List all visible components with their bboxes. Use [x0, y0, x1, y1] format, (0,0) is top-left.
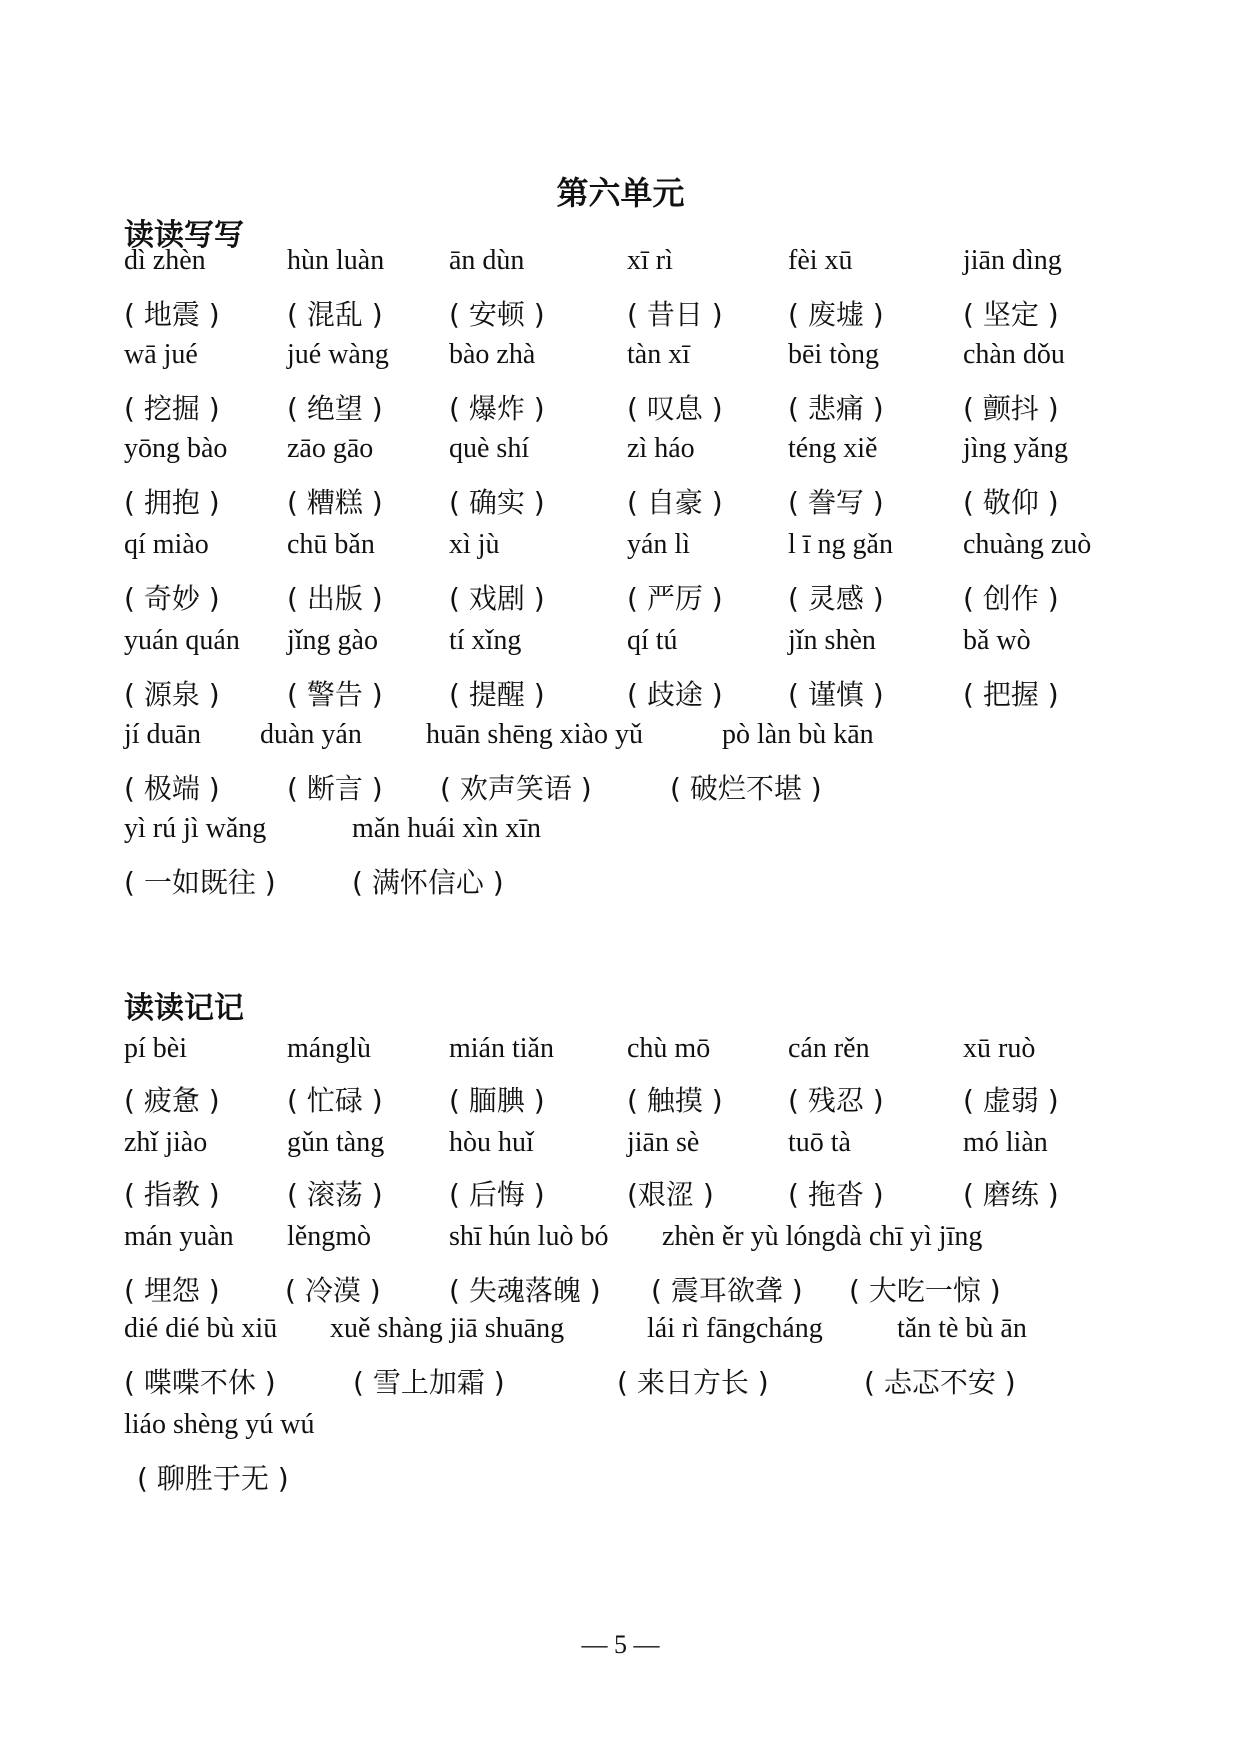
pinyin-text: jiān dìng — [963, 245, 1062, 276]
word-answer: ( 冷漠 ) — [285, 1274, 381, 1307]
word-answer: ( 聊胜于无 ) — [137, 1462, 289, 1495]
word-answer: ( 敬仰 ) — [963, 486, 1059, 519]
word-answer: ( 自豪 ) — [627, 486, 723, 519]
pinyin-text: yuán quán — [124, 625, 240, 656]
pinyin-text: jǐn shèn — [788, 625, 876, 656]
word-answer: ( 安顿 ) — [449, 298, 545, 331]
word-answer: ( 创作 ) — [963, 582, 1059, 615]
word-answer: ( 把握 ) — [963, 678, 1059, 711]
word-answer: ( 灵感 ) — [788, 582, 884, 615]
pinyin-text: xū ruò — [963, 1033, 1036, 1064]
section-heading: 读读写写 — [124, 218, 244, 253]
word-answer: ( 严厉 ) — [627, 582, 723, 615]
word-answer: ( 出版 ) — [287, 582, 383, 615]
pinyin-text: lái rì fāngcháng — [647, 1313, 823, 1344]
pinyin-text: jìng yǎng — [963, 433, 1068, 464]
word-answer: ( 磨练 ) — [963, 1178, 1059, 1211]
pinyin-text: bēi tòng — [788, 339, 879, 370]
pinyin-text: mǎn huái xìn xīn — [352, 813, 541, 844]
pinyin-text: mó liàn — [963, 1127, 1048, 1158]
word-answer: ( 滚荡 ) — [287, 1178, 383, 1211]
word-answer: ( 一如既往 ) — [124, 866, 276, 899]
pinyin-row — [0, 813, 1241, 859]
hanzi-row — [0, 481, 1241, 527]
hanzi-row — [0, 577, 1241, 623]
word-answer: ( 源泉 ) — [124, 678, 220, 711]
word-answer: ( 谨慎 ) — [788, 678, 884, 711]
hanzi-row — [0, 861, 1241, 907]
pinyin-text: jiān sè — [627, 1127, 700, 1158]
pinyin-row — [0, 719, 1241, 765]
word-answer: ( 拖沓 ) — [788, 1178, 884, 1211]
hanzi-row — [0, 767, 1241, 813]
pinyin-text: wā jué — [124, 339, 198, 370]
pinyin-text: lěngmò — [287, 1221, 371, 1252]
pinyin-text: mián tiǎn — [449, 1033, 554, 1064]
pinyin-text: yì rú jì wǎng — [124, 813, 267, 844]
pinyin-row — [0, 245, 1241, 291]
word-answer: ( 忐忑不安 ) — [864, 1366, 1016, 1399]
word-answer: ( 爆炸 ) — [449, 392, 545, 425]
pinyin-text: pí bèi — [124, 1033, 187, 1064]
pinyin-row — [0, 1409, 1241, 1455]
pinyin-text: pò làn bù kān — [722, 719, 874, 750]
pinyin-text: l ī ng gǎn — [788, 529, 893, 560]
pinyin-text: gǔn tàng — [287, 1127, 385, 1158]
word-answer: ( 残忍 ) — [788, 1084, 884, 1117]
pinyin-text: shī hún luò bó — [449, 1221, 609, 1252]
word-answer: ( 坚定 ) — [963, 298, 1059, 331]
word-answer: ( 疲惫 ) — [124, 1084, 220, 1117]
hanzi-row — [0, 1457, 1241, 1503]
word-answer: ( 震耳欲聋 ) — [651, 1274, 803, 1307]
pinyin-text: chuàng zuò — [963, 529, 1092, 560]
pinyin-text: dié dié bù xiū — [124, 1313, 278, 1344]
word-answer: ( 颤抖 ) — [963, 392, 1059, 425]
pinyin-text: bǎ wò — [963, 625, 1031, 656]
word-answer: ( 废墟 ) — [788, 298, 884, 331]
pinyin-text: què shí — [449, 433, 530, 464]
pinyin-text: ān dùn — [449, 245, 525, 276]
pinyin-text: tàn xī — [627, 339, 690, 370]
word-answer: ( 混乱 ) — [287, 298, 383, 331]
pinyin-text: téng xiě — [788, 433, 878, 464]
hanzi-row — [0, 1079, 1241, 1125]
pinyin-text: huān shēng xiào yǔ — [426, 719, 643, 750]
pinyin-text: liáo shèng yú wú — [124, 1409, 315, 1440]
word-answer: ( 极端 ) — [124, 772, 220, 805]
word-answer: ( 奇妙 ) — [124, 582, 220, 615]
word-answer: ( 昔日 ) — [627, 298, 723, 331]
word-answer: ( 腼腆 ) — [449, 1084, 545, 1117]
word-answer: ( 地震 ) — [124, 298, 220, 331]
section-heading: 读读记记 — [124, 991, 244, 1026]
pinyin-text: tí xǐng — [449, 625, 522, 656]
word-answer: ( 喋喋不休 ) — [124, 1366, 276, 1399]
pinyin-text: qí tú — [627, 625, 678, 656]
pinyin-text: bào zhà — [449, 339, 536, 370]
word-answer: ( 忙碌 ) — [287, 1084, 383, 1117]
pinyin-row — [0, 1127, 1241, 1173]
pinyin-row — [0, 529, 1241, 575]
pinyin-text: jǐng gào — [287, 625, 378, 656]
pinyin-text: mánglù — [287, 1033, 371, 1064]
pinyin-text: zhǐ jiào — [124, 1127, 208, 1158]
word-answer: ( 雪上加霜 ) — [353, 1366, 505, 1399]
word-answer: ( 满怀信心 ) — [352, 866, 504, 899]
hanzi-row — [0, 293, 1241, 339]
page-number: — 5 — — [581, 1630, 660, 1659]
pinyin-row — [0, 1033, 1241, 1079]
pinyin-text: qí miào — [124, 529, 209, 560]
pinyin-text: duàn yán — [260, 719, 362, 750]
pinyin-text: xuě shàng jiā shuāng — [330, 1313, 565, 1344]
pinyin-row — [0, 1313, 1241, 1359]
pinyin-text: fèi xū — [788, 245, 853, 276]
pinyin-text: chù mō — [627, 1033, 711, 1064]
word-answer: ( 欢声笑语 ) — [440, 772, 592, 805]
word-answer: ( 绝望 ) — [287, 392, 383, 425]
word-answer: ( 挖掘 ) — [124, 392, 220, 425]
word-answer: ( 大吃一惊 ) — [849, 1274, 1001, 1307]
pinyin-text: tǎn tè bù ān — [897, 1313, 1027, 1344]
pinyin-text: zhèn ěr yù lóngdà chī yì jīng — [662, 1221, 983, 1252]
word-answer: ( 糟糕 ) — [287, 486, 383, 519]
word-answer: ( 断言 ) — [287, 772, 383, 805]
word-answer: ( 歧途 ) — [627, 678, 723, 711]
word-answer: ( 誊写 ) — [788, 486, 884, 519]
word-answer: ( 触摸 ) — [627, 1084, 723, 1117]
pinyin-row — [0, 625, 1241, 671]
word-answer: ( 虚弱 ) — [963, 1084, 1059, 1117]
pinyin-text: jué wàng — [287, 339, 389, 370]
word-answer: (艰涩 ) — [627, 1178, 714, 1211]
hanzi-row — [0, 387, 1241, 433]
pinyin-text: xì jù — [449, 529, 500, 560]
page-title: 第六单元 — [556, 174, 685, 212]
pinyin-text: jí duān — [124, 719, 201, 750]
hanzi-row — [0, 1173, 1241, 1219]
word-answer: ( 来日方长 ) — [617, 1366, 769, 1399]
word-answer: ( 指教 ) — [124, 1178, 220, 1211]
pinyin-text: zì háo — [627, 433, 695, 464]
word-answer: ( 戏剧 ) — [449, 582, 545, 615]
word-answer: ( 警告 ) — [287, 678, 383, 711]
pinyin-text: chū bǎn — [287, 529, 375, 560]
word-answer: ( 后悔 ) — [449, 1178, 545, 1211]
pinyin-text: yán lì — [627, 529, 690, 560]
pinyin-text: yōng bào — [124, 433, 228, 464]
word-answer: ( 悲痛 ) — [788, 392, 884, 425]
pinyin-text: hùn luàn — [287, 245, 385, 276]
hanzi-row — [0, 1361, 1241, 1407]
pinyin-text: chàn dǒu — [963, 339, 1065, 370]
word-answer: ( 埋怨 ) — [124, 1274, 220, 1307]
word-answer: ( 失魂落魄 ) — [449, 1274, 601, 1307]
pinyin-row — [0, 1221, 1241, 1267]
word-answer: ( 叹息 ) — [627, 392, 723, 425]
pinyin-row — [0, 339, 1241, 385]
pinyin-text: hòu huǐ — [449, 1127, 534, 1158]
pinyin-text: mán yuàn — [124, 1221, 234, 1252]
pinyin-text: dì zhèn — [124, 245, 206, 276]
word-answer: ( 提醒 ) — [449, 678, 545, 711]
pinyin-text: cán rěn — [788, 1033, 870, 1064]
word-answer: ( 破烂不堪 ) — [670, 772, 822, 805]
hanzi-row — [0, 1269, 1241, 1315]
pinyin-text: tuō tà — [788, 1127, 851, 1158]
word-answer: ( 拥抱 ) — [124, 486, 220, 519]
pinyin-row — [0, 433, 1241, 479]
hanzi-row — [0, 673, 1241, 719]
pinyin-text: zāo gāo — [287, 433, 374, 464]
word-answer: ( 确实 ) — [449, 486, 545, 519]
pinyin-text: xī rì — [627, 245, 673, 276]
